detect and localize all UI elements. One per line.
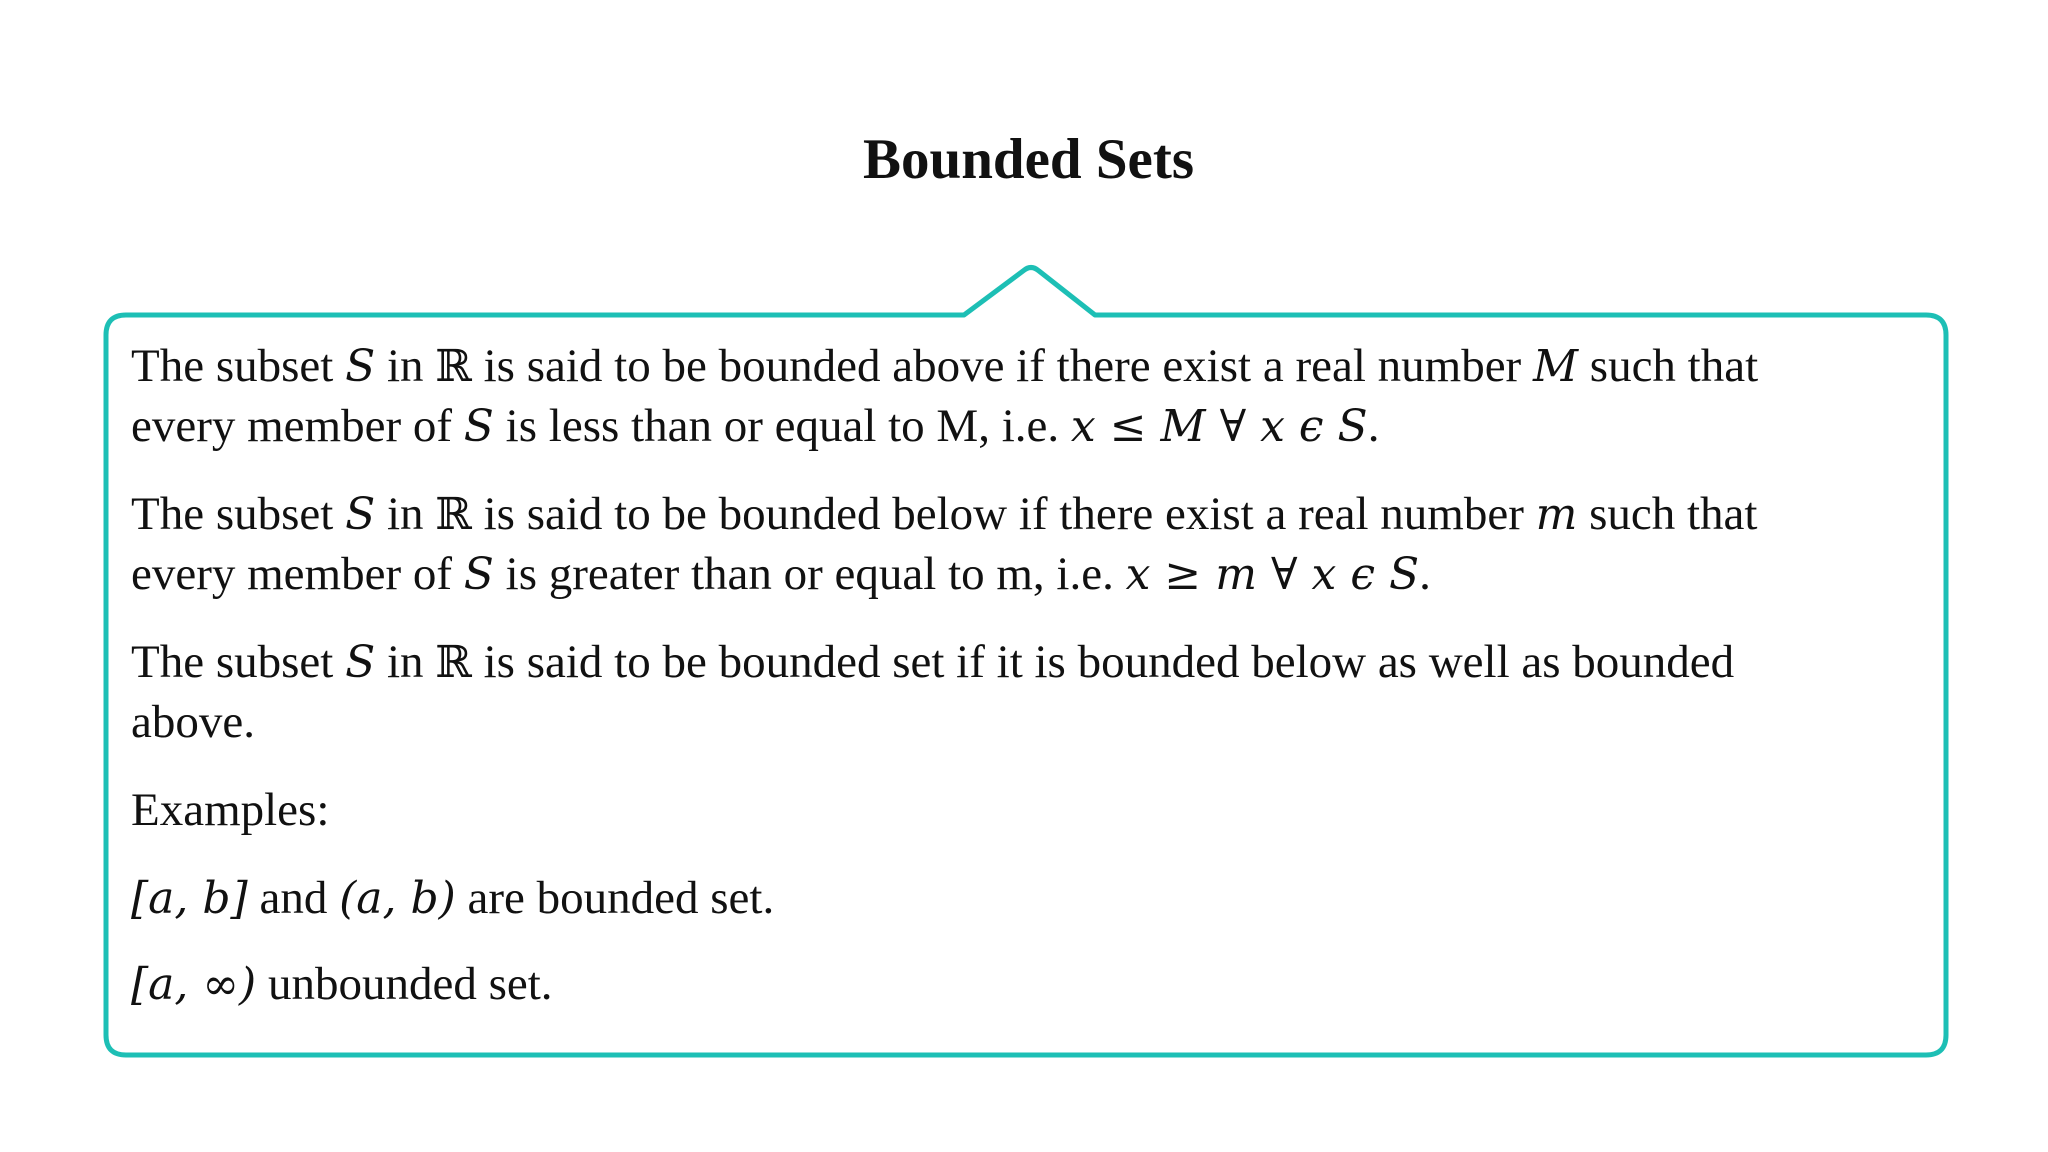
bounded-above-line-2: every member of S is less than or equal to M, i.e. x ≤ M ∀ x ϵ S. <box>131 400 1380 452</box>
bounded-above-definition <box>131 336 1931 456</box>
definitions-content <box>131 336 1931 1040</box>
bounded-set-line-1: The subset S in ℝ is said to be bounded set if it is bounded below as well as bounded <box>131 636 1735 688</box>
bounded-set-definition <box>131 632 1931 752</box>
bounded-below-line-2: every member of S is greater than or equal to m, i.e. x ≥ m ∀ x ϵ S. <box>131 548 1431 600</box>
bounded-above-formula: x ≤ M ∀ x ϵ S <box>1070 401 1368 452</box>
example-closed-interval: [a, b] <box>131 873 248 924</box>
slide-title: Bounded Sets <box>862 128 1195 191</box>
bounded-below-formula: x ≥ m ∀ x ϵ S <box>1125 549 1420 600</box>
example-bounded: [a, b] and (a, b) are bounded set. <box>131 872 775 924</box>
bounded-below-line-1: The subset S in ℝ is said to be bounded below if there exist a real number m such that <box>131 488 1758 540</box>
bounded-above-line-1: The subset S in ℝ is said to be bounded above if there exist a real number M such that <box>131 340 1759 392</box>
example-infinite-interval: [a, ∞) <box>131 959 257 1010</box>
example-open-interval: (a, b) <box>339 873 456 924</box>
example-unbounded: [a, ∞) unbounded set. <box>131 958 553 1010</box>
examples-label: Examples: <box>131 784 330 836</box>
bounded-below-definition <box>131 484 1931 604</box>
bounded-set-line-2: above. <box>131 696 255 748</box>
